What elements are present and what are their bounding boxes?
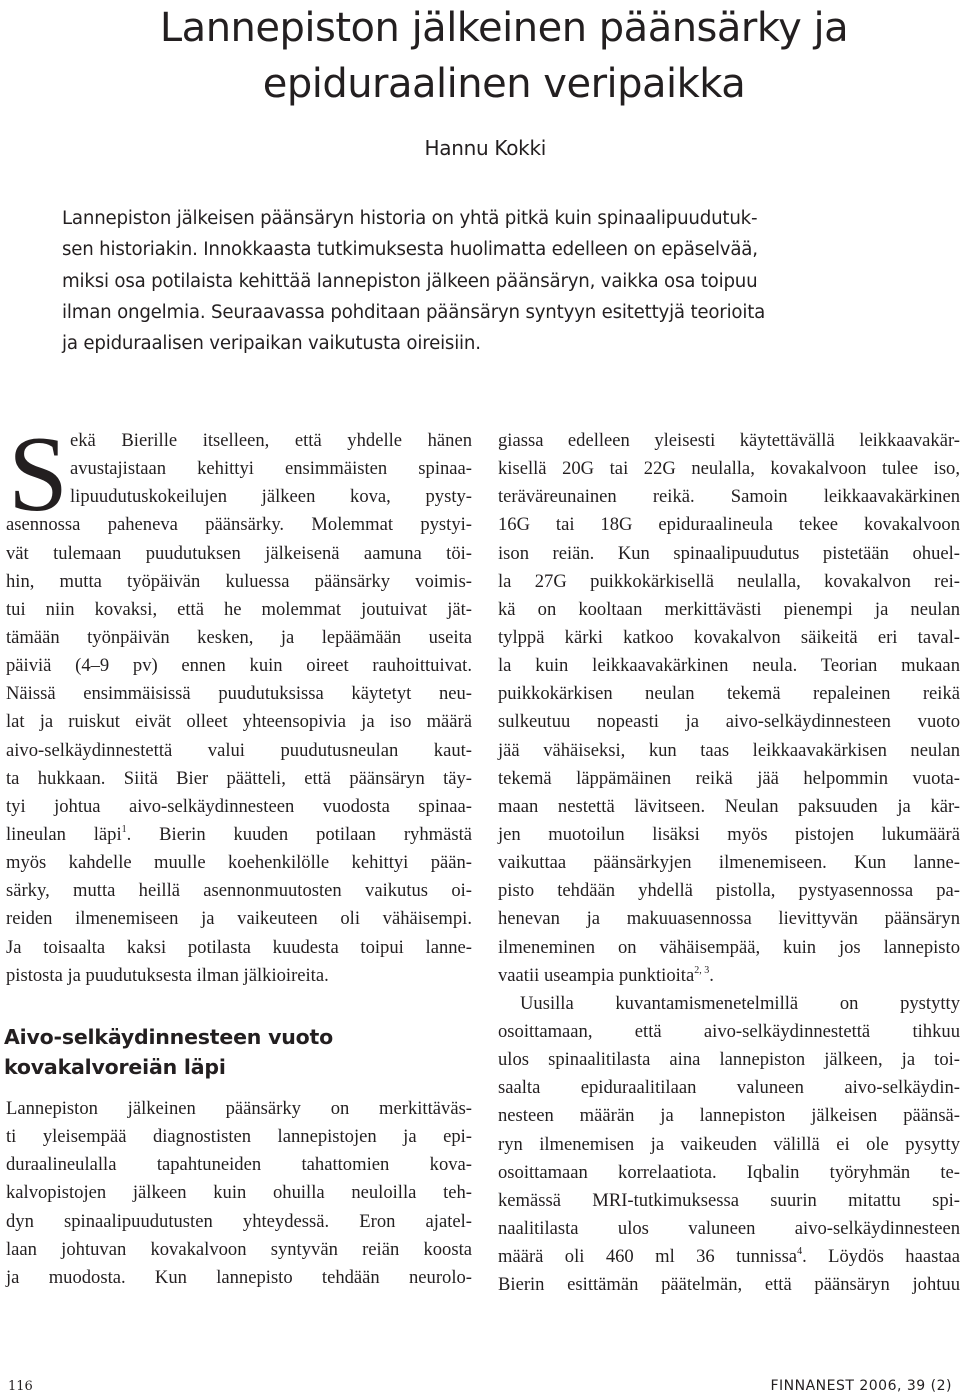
body-line: ti yleisempää diagnostisten lannepistojen ja epi- xyxy=(6,1126,472,1148)
body-line: lipuudutuskokeilujen jälkeen kova, pysty- xyxy=(70,486,472,508)
body-line: dyn spinaalipuudutusten yhteydessä. Eron ajatel- xyxy=(6,1210,472,1232)
body-line: la 27G puikkokärkisellä neulalla, kovakalvon rei- xyxy=(498,570,960,592)
body-line: ulos spinaalitilasta aina lannepiston jälkeen, ja toi- xyxy=(498,1049,960,1071)
body-line: lat ja ruiskut eivät olleet yhteensopivia ja iso määrä xyxy=(6,711,472,733)
body-line: tyi johtua aivo-selkäydinnesteen vuodosta spinaa- xyxy=(6,795,472,817)
body-text: lineulan läpi xyxy=(6,823,122,845)
heading-line: kovakalvoreiän läpi xyxy=(4,1055,226,1079)
page-number: 116 xyxy=(8,1379,33,1394)
body-line: osoittamaan korrelaatiota. Iqbalin työryhmän te- xyxy=(498,1161,960,1183)
body-line: pisto tehdään yhdellä pistolla, pystyasennossa pa- xyxy=(498,880,960,902)
body-line: hin, mutta työpäivän kuluessa päänsärky voimis- xyxy=(6,570,472,592)
lead-paragraph xyxy=(62,203,882,359)
body-line: Ja toisaalta kaksi potilasta kuudesta toipui lanne- xyxy=(6,936,472,958)
left-column-section xyxy=(6,1095,472,1292)
body-line: ja muodosta. Kun lannepisto tehdään neurolo- xyxy=(6,1266,472,1288)
body-line: ilmeneminen on vähäisempää, kuin jos lannepisto xyxy=(498,936,960,958)
body-line: pistosta ja puudutuksesta ilman jälkioireita. xyxy=(6,964,329,986)
title-line: Lannepiston jälkeinen päänsärky ja xyxy=(159,5,849,51)
body-line: Uusilla kuvantamismenetelmillä on pystytty xyxy=(520,992,960,1014)
body-line: teräväreunainen reikä. Samoin leikkaavakärkinen xyxy=(498,486,960,508)
body-line: osoittamaan, että aivo-selkäydinnestettä tihkuu xyxy=(498,1020,960,1042)
body-line: avustajistaan kehittyi ensimmäisten spinaa- xyxy=(70,458,472,480)
title-line: epiduraalinen veripaikka xyxy=(262,61,746,107)
body-line: ison reiän. Kun spinaalipuudutus pistetään ohuel- xyxy=(498,542,960,564)
body-line: Bierin esittämän päätelmän, että päänsäryn johtuu xyxy=(498,1274,960,1296)
lead-line: ja epiduraalisen veripaikan vaikutusta oireisiin. xyxy=(62,333,481,355)
reference-marker: 1 xyxy=(121,823,127,835)
lead-line: sen historiakin. Innokkaasta tutkimuksesta huolimatta edelleen on epäselvää, xyxy=(62,239,758,261)
body-line: duraalineulalla tapahtuneiden tahattomien kova- xyxy=(6,1154,472,1176)
lead-line: ilman ongelmia. Seuraavassa pohditaan päänsäryn syntyyn esitettyjä teorioita xyxy=(62,301,766,323)
body-line: maan nestettä lävitseen. Neulan paksuuden ja kär- xyxy=(498,795,960,817)
article-title xyxy=(104,0,904,112)
body-text: vaatii useampia punktioita xyxy=(498,964,695,986)
body-line: särky, mutta heillä asennonmuutosten vaikutus oi- xyxy=(6,880,472,902)
body-line: ekä Bierille itselleen, että yhdelle hänen xyxy=(70,430,472,451)
body-line: myös kahdelle muulle koehenkilölle kehittyi pään- xyxy=(6,852,472,874)
body-line: ta hukkaan. Siitä Bier päätteli, että päänsäryn täy- xyxy=(6,767,472,789)
body-line: ryn ilmenemisen ja vaikeuden välillä ei ole pysytty xyxy=(498,1133,960,1155)
body-line: kä on kooltaan merkittävästi pienempi ja neulan xyxy=(498,598,960,620)
body-line: tui niin kovaksi, että he molemmat joutuivat jät- xyxy=(6,598,472,620)
body-line xyxy=(498,1243,960,1271)
body-line: Lannepiston jälkeinen päänsärky on merkittäväs- xyxy=(6,1098,472,1119)
right-column xyxy=(498,427,960,1299)
body-text: määrä oli 460 ml 36 tunnissa xyxy=(498,1246,798,1268)
body-line: asennossa paheneva päänsärky. Molemmat pystyi- xyxy=(6,514,472,536)
body-line: reiden ilmenemiseen ja vaikeuteen oli vähäisempi. xyxy=(6,908,472,930)
body-line: jää vähäiseksi, kun taas leikkaavakärkisen neulan xyxy=(498,739,960,761)
drop-cap: S xyxy=(8,415,69,534)
body-line: puikkokärkisen neulan tekemä repaleinen reikä xyxy=(498,683,960,705)
body-line: 16G tai 18G epiduraalineula tekee kovakalvoon xyxy=(498,514,960,536)
body-line: henevan ja makuuasennossa lievittyvän päänsäryn xyxy=(498,908,960,930)
body-line: naalitilasta ulos valuneen aivo-selkäydinnesteen xyxy=(498,1217,960,1239)
body-line: tylppä kärki katkoo kovakalvon säikeitä eri taval- xyxy=(498,626,960,648)
body-line: la kuin leikkaavakärkinen neula. Teorian mukaan xyxy=(498,655,960,677)
body-line: Näissä ensimmäisissä puudutuksissa käytetyt neu- xyxy=(6,683,472,705)
author-name: Hannu Kokki xyxy=(424,136,546,160)
body-line: kalvopistojen jälkeen kuin ohuilla neuloilla teh- xyxy=(6,1182,472,1204)
body-line: tekemä läppämäinen reikä jää helpommin vuota- xyxy=(498,767,960,789)
body-line: sulkeutuu nopeasti ja aivo-selkäydinnesteen vuoto xyxy=(498,711,960,733)
body-line: jen muotoilun lisäksi myös pistojen lukumäärä xyxy=(498,823,960,845)
body-line: vaikuttaa päänsärkyjen ilmenemiseen. Kun lanne- xyxy=(498,852,960,874)
body-line: giassa edelleen yleisesti käytettävällä leikkaavakär- xyxy=(498,430,960,451)
body-line: laan johtuvan kovakalvoon syntyvän reiän koosta xyxy=(6,1238,472,1260)
body-line: tämään työnpäivän kesken, ja lepäämään useita xyxy=(6,626,472,648)
section-heading xyxy=(4,1022,464,1082)
heading-line: Aivo-selkäydinnesteen vuoto xyxy=(4,1025,334,1049)
lead-line: Lannepiston jälkeisen päänsäryn historia on yhtä pitkä kuin spinaalipuudutuk- xyxy=(62,208,758,229)
left-column xyxy=(6,415,472,990)
body-line: aivo-selkäydinnestettä valui puudutusneulan kaut- xyxy=(6,739,472,761)
body-line: vät tulemaan puudutuksen jälkeisenä aamuna töi- xyxy=(6,542,472,564)
body-line: nesteen määrän ja lannepiston jälkeisen päänsä- xyxy=(498,1105,960,1127)
body-line: vaatii useampia punktioita$^{2, 3}$. xyxy=(498,964,714,986)
lead-line: miksi osa potilaista kehittää lannepiston jälkeen päänsäryn, vaikka osa toipuu xyxy=(62,270,758,292)
body-text: . Löydös haastaa xyxy=(802,1246,960,1268)
body-text: . Bierin kuuden potilaan ryhmästä xyxy=(126,823,472,845)
body-line: saalta epiduraalitilaan valuneen aivo-selkäydin- xyxy=(498,1077,960,1099)
journal-citation: FINNANEST 2006, 39 (2) xyxy=(770,1378,952,1394)
body-line: kemässä MRI-tutkimuksessa suurin mitattu spi- xyxy=(498,1189,960,1211)
reference-marker: 2, 3 xyxy=(694,964,710,976)
reference-marker: 4 xyxy=(797,1246,803,1258)
body-line: päiviä (4–9 pv) ennen kuin oireet rauhoittuivat. xyxy=(6,655,472,677)
body-line: kisellä 20G tai 22G neulalla, kovakalvoon tulee iso, xyxy=(498,458,960,480)
body-line xyxy=(6,821,472,849)
